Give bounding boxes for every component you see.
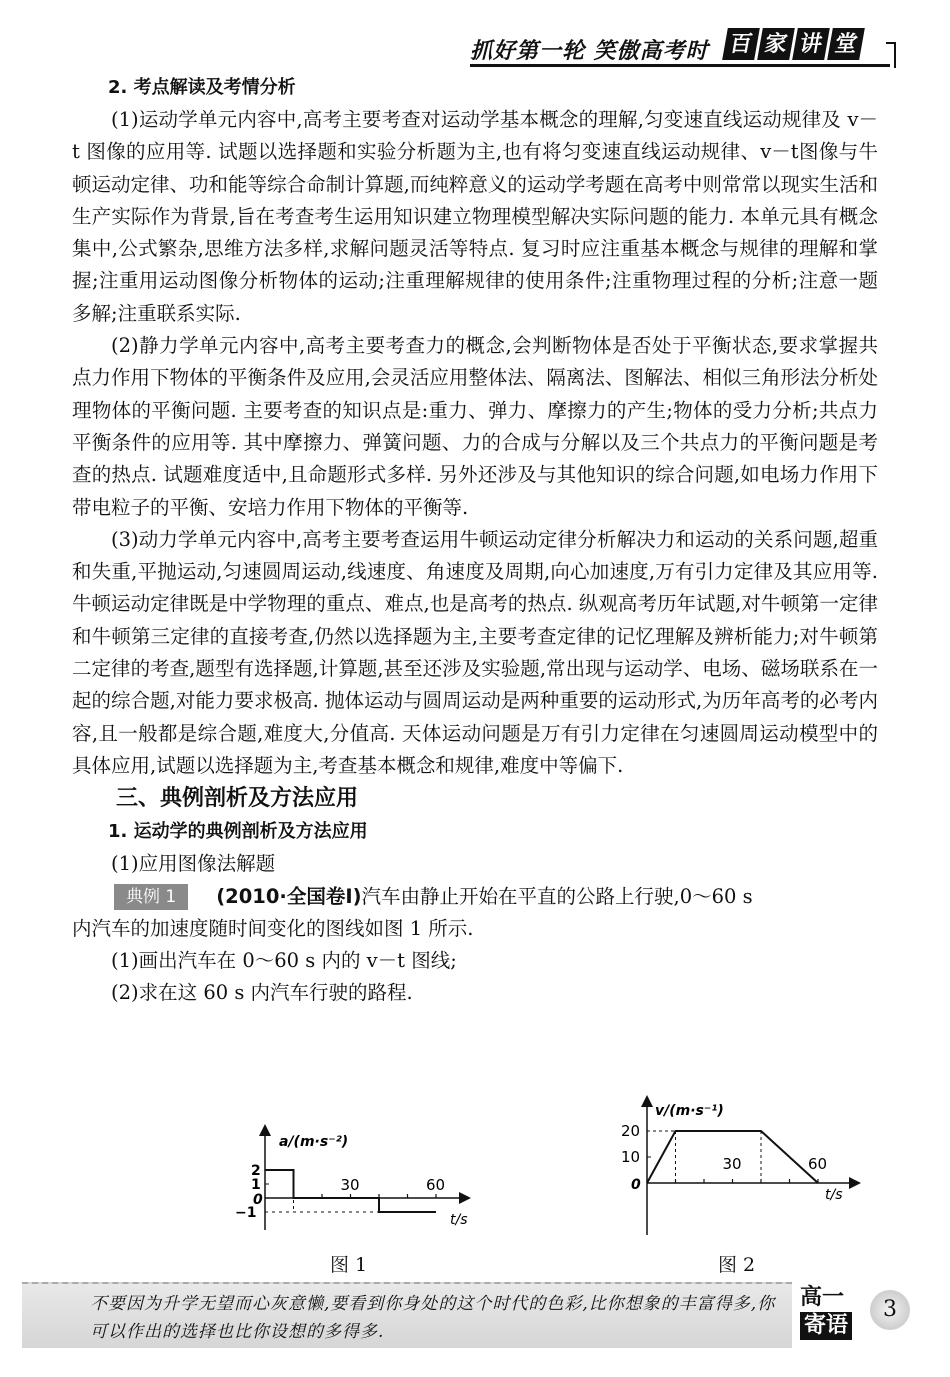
figure-1-plot [225,1118,485,1243]
method-title: (1)应用图像法解题 [111,852,276,876]
footer-quote: 不要因为升学无望而心灰意懒,要看到你身处的这个时代的色彩,比你想象的丰富得多,你可以作出的选择也比你设想的多得多. [90,1294,776,1342]
paragraph-statics: (2)静力学单元内容中,高考主要考查力的概念,会判断物体是否处于平衡状态,要求掌握共点力作用下物体的平衡条件及应用,会灵活应用整体法、隔离法、图解法、相似三角形法分析处理物体的平衡问题. 主要考查的知识点是:重力、弹力、摩擦力的产生;物体的受力分析;共点力平衡条件的应用等. 其中摩擦力、弹簧问题、力的合成与分解以及三个共点力的平衡问题是考查的热点. 试题难度适中,且命题形式多样. 另外还涉及与其他知识的综合问题,如电场力作用下带电粒子的平衡、安培力作用下物体的平衡等. [72,334,878,519]
header-rule [470,64,890,67]
page-header [470,28,890,66]
y-tick-label: 20 [621,1122,641,1140]
y-tick-label: 1 [251,1177,261,1193]
paragraph-dynamics: (3)动力学单元内容中,高考主要考查运用牛顿运动定律分析解决力和运动的关系问题,超重和失重,平抛运动,匀速圆周运动,线速度、角速度及周期,向心加速度,万有引力定律及其应用等. 牛顿运动定律既是中学物理的重点、难点,也是高考的热点. 纵观高考历年试题,对牛顿第一定律和牛顿第三定律的直接考查,仍然以选择题为主,主要考查定律的记忆理解及辨析能力;对牛顿第二定律的考查,题型有选择题,计算题,甚至还涉及实验题,常出现与运动学、电场、磁场联系在一起的综合题,对能力要求极高. 抛体运动与圆周运动是两种重要的运动形式,为历年高考的必考内容,且一般都是综合题,难度大,分值高. 天体运动问题是万有引力定律在匀速圆周运动模型中的具体应用,试题以选择题为主,考查基本概念和规律,难度中等偏下. [72,527,878,777]
x-tick-label: 30 [340,1176,360,1194]
logo-char: 堂 [827,28,865,60]
main-content [72,70,878,1010]
origin-label: 0 [253,1192,263,1208]
question-1: (1)画出汽车在 0～60 s 内的 v－t 图线; [111,949,457,973]
origin-label: 0 [631,1177,641,1193]
example-text-cont: 内汽车的加速度随时间变化的图线如图 1 所示. [72,916,474,940]
figure-2 [615,1095,875,1245]
x-axis-label: t/s [450,1212,468,1228]
figure-1 [225,1118,485,1243]
footer-label [800,1284,852,1340]
y-tick-label: −1 [235,1205,257,1221]
y-axis-label: v/(m·s⁻¹) [655,1103,724,1119]
logo-char: 讲 [792,28,830,60]
figure-2-caption: 图 2 [718,1254,756,1276]
example-line [114,881,878,913]
footer-label-line1: 高一 [800,1285,845,1310]
section-title: 三、典例剖析及方法应用 [116,786,359,812]
question-2: (2)求在这 60 s 内汽车行驶的路程. [111,981,413,1005]
x-tick-label: 60 [426,1176,446,1194]
paragraph-kinematics: (1)运动学单元内容中,高考主要考查对运动学基本概念的理解,匀变速直线运动规律及 v－t 图像的应用等. 试题以选择题和实验分析题为主,也有将匀变速直线运动规律、v－t图像与牛顿运动定律、功和能等综合命制计算题,而纯粹意义的运动学考题在高考中则常常以现实生活和生产实际作为背景,旨在考查考生运用知识建立物理模型解决实际问题的能力. 本单元具有概念集中,公式繁杂,思维方法多样,求解问题灵活等特点. 复习时应注重基本概念与规律的理解和掌握;注重用运动图像分析物体的运动;注重理解规律的使用条件;注重物理过程的分析;注意一题多解;注重联系实际. [72,108,878,325]
header-tick [886,42,896,68]
footer-label-line2: 寄语 [800,1312,852,1340]
page-number: 3 [870,1290,910,1330]
x-axis-label: t/s [825,1187,843,1203]
example-tag: 典例 1 [114,884,188,910]
x-tick-label: 60 [808,1155,828,1173]
header-logo [725,28,862,60]
example-text: 汽车由静止开始在平直的公路上行驶,0～60 s [361,884,753,908]
x-tick-label: 30 [722,1155,742,1173]
figure-1-caption: 图 1 [330,1254,368,1276]
header-slogan: 抓好第一轮 笑傲高考时 [470,38,709,64]
y-tick-label: 2 [251,1163,261,1179]
page-footer [0,1282,950,1352]
y-axis-label: a/(m·s⁻²) [279,1134,349,1150]
subsection-title: 2. 考点解读及考情分析 [108,77,296,98]
logo-char: 百 [722,28,760,60]
subsection-title: 1. 运动学的典例剖析及方法应用 [108,821,368,843]
y-tick-label: 10 [621,1148,641,1166]
logo-char: 家 [757,28,795,60]
figure-2-plot [615,1095,875,1245]
example-source: (2010·全国卷Ⅰ) [216,884,362,908]
